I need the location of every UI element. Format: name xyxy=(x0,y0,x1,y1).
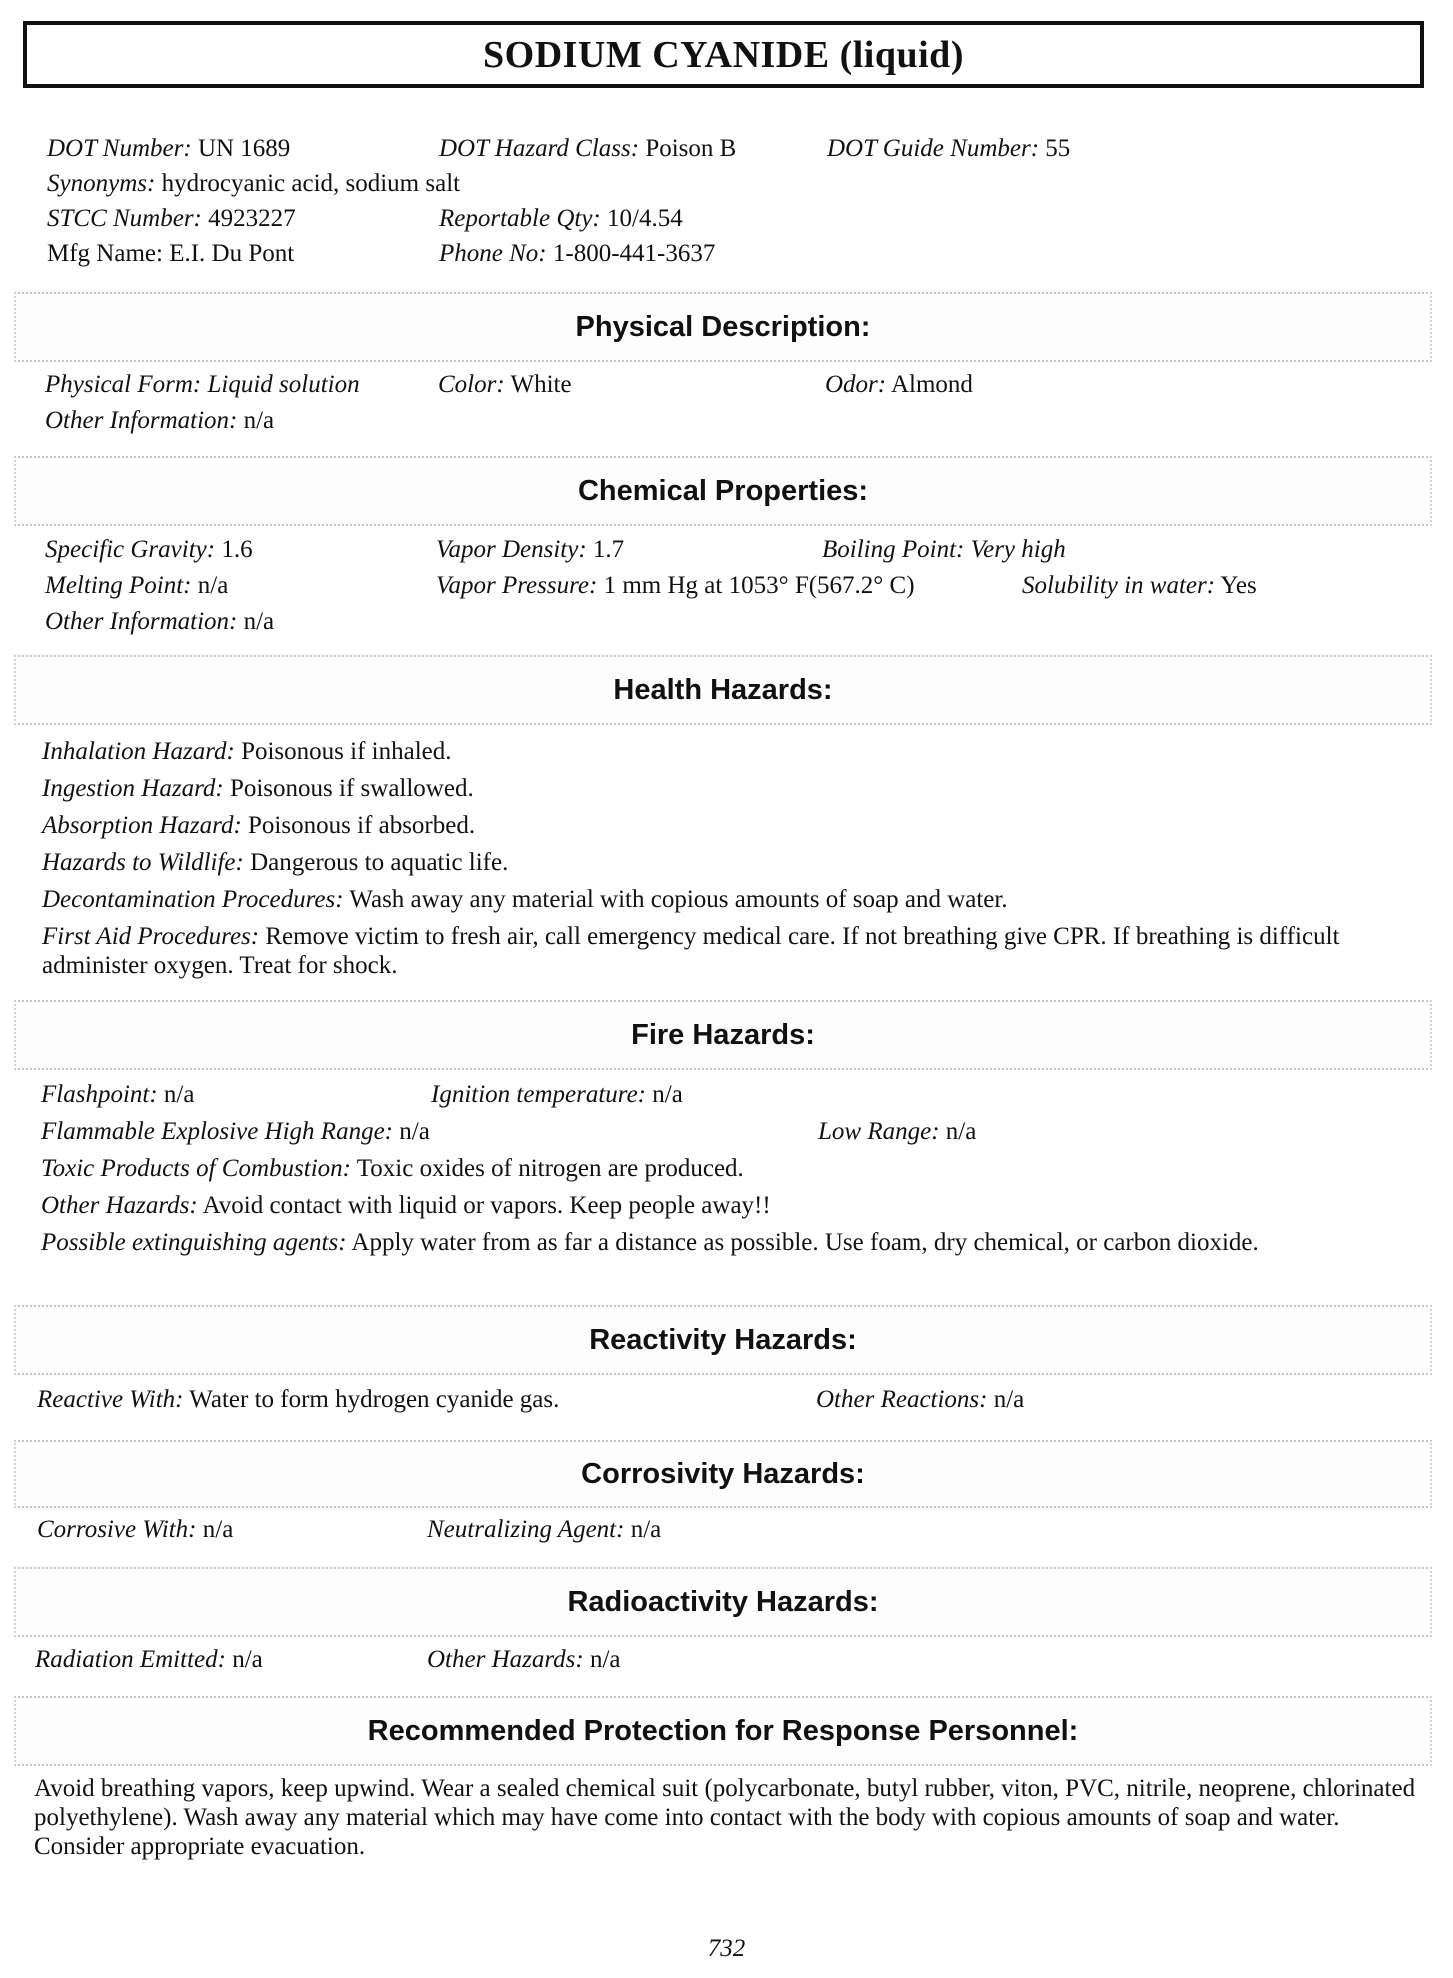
section-health-hazards xyxy=(14,655,1432,725)
flammable-high-range-field: Flammable Explosive High Range: n/a xyxy=(41,1118,430,1145)
protection-text: Avoid breathing vapors, keep upwind. Wear a sealed chemical suit (polycarbonate, butyl rubber, viton, PVC, nitrile, neoprene, chlorinated polyethylene). Wash away any material which may have come into contact with the body with copious amounts of soap and water. Consider appropriate evacuation. xyxy=(34,1775,1416,1860)
section-fire-hazards xyxy=(14,1000,1432,1070)
section-reactivity-hazards xyxy=(14,1305,1432,1375)
absorption-hazard-field: Absorption Hazard: Poisonous if absorbed. xyxy=(42,812,476,839)
section-heading: Recommended Protection for Response Personnel: xyxy=(367,1714,1079,1747)
section-chemical-properties xyxy=(14,456,1432,526)
chemical-other-information-field: Other Information: n/a xyxy=(45,608,275,635)
vapor-pressure-field: Vapor Pressure: 1 mm Hg at 1053° F(567.2° C) xyxy=(436,572,915,599)
stcc-number-field: STCC Number: 4923227 xyxy=(47,205,296,232)
first-aid-procedures-field: First Aid Procedures: Remove victim to fresh air, call emergency medical care. If not breathing give CPR. If breathing is difficult administer oxygen. Treat for shock. xyxy=(42,923,1340,979)
phone-no-field: Phone No: 1-800-441-3637 xyxy=(439,240,716,267)
reportable-qty-field: Reportable Qty: 10/4.54 xyxy=(439,205,683,232)
boiling-point-field: Boiling Point: Very high xyxy=(822,536,1066,563)
dot-number-field: DOT Number: UN 1689 xyxy=(47,135,291,162)
extinguishing-agents-field: Possible extinguishing agents: Apply water from as far a distance as possible. Use foam, dry chemical, or carbon dioxide. xyxy=(41,1229,1259,1256)
physical-other-information-field: Other Information: n/a xyxy=(45,407,275,434)
solubility-field: Solubility in water: Yes xyxy=(1022,572,1257,599)
odor-field: Odor: Almond xyxy=(825,371,973,398)
section-heading: Fire Hazards: xyxy=(631,1018,815,1051)
toxic-products-field: Toxic Products of Combustion: Toxic oxides of nitrogen are produced. xyxy=(41,1155,744,1182)
section-physical-description xyxy=(14,292,1432,362)
ingestion-hazard-field: Ingestion Hazard: Poisonous if swallowed. xyxy=(42,775,474,802)
section-heading: Reactivity Hazards: xyxy=(589,1323,857,1356)
section-heading: Corrosivity Hazards: xyxy=(581,1457,865,1490)
page-number: 732 xyxy=(707,1935,746,1962)
document-title-text: SODIUM CYANIDE (liquid) xyxy=(483,33,964,76)
hazards-to-wildlife-field: Hazards to Wildlife: Dangerous to aquatic life. xyxy=(42,849,509,876)
dot-guide-number-field: DOT Guide Number: 55 xyxy=(827,135,1071,162)
section-recommended-protection xyxy=(14,1696,1432,1766)
dot-hazard-class-field: DOT Hazard Class: Poison B xyxy=(439,135,737,162)
reactive-with-field: Reactive With: Water to form hydrogen cyanide gas. xyxy=(37,1386,560,1413)
document-title xyxy=(23,21,1424,88)
melting-point-field: Melting Point: n/a xyxy=(45,572,229,599)
specific-gravity-field: Specific Gravity: 1.6 xyxy=(45,536,253,563)
mfg-name-field: Mfg Name: E.I. Du Pont xyxy=(47,240,295,267)
decontamination-procedures-field: Decontamination Procedures: Wash away any material with copious amounts of soap and water. xyxy=(42,886,1008,913)
section-heading: Physical Description: xyxy=(575,310,871,343)
fire-other-hazards-field: Other Hazards: Avoid contact with liquid or vapors. Keep people away!! xyxy=(41,1192,771,1219)
flashpoint-field: Flashpoint: n/a xyxy=(41,1081,195,1108)
neutralizing-agent-field: Neutralizing Agent: n/a xyxy=(427,1516,662,1543)
section-radioactivity-hazards xyxy=(14,1567,1432,1637)
section-heading: Health Hazards: xyxy=(613,673,833,706)
corrosive-with-field: Corrosive With: n/a xyxy=(37,1516,234,1543)
color-field: Color: White xyxy=(438,371,572,398)
other-reactions-field: Other Reactions: n/a xyxy=(816,1386,1025,1413)
section-heading: Radioactivity Hazards: xyxy=(567,1585,879,1618)
ignition-temperature-field: Ignition temperature: n/a xyxy=(431,1081,683,1108)
vapor-density-field: Vapor Density: 1.7 xyxy=(436,536,625,563)
radioactivity-other-hazards-field: Other Hazards: n/a xyxy=(427,1646,621,1673)
low-range-field: Low Range: n/a xyxy=(818,1118,977,1145)
radiation-emitted-field: Radiation Emitted: n/a xyxy=(35,1646,263,1673)
physical-form-field: Physical Form: Liquid solution xyxy=(45,371,360,398)
inhalation-hazard-field: Inhalation Hazard: Poisonous if inhaled. xyxy=(42,738,452,765)
synonyms-field: Synonyms: hydrocyanic acid, sodium salt xyxy=(47,170,461,197)
section-corrosivity-hazards xyxy=(14,1440,1432,1508)
section-heading: Chemical Properties: xyxy=(577,474,869,507)
